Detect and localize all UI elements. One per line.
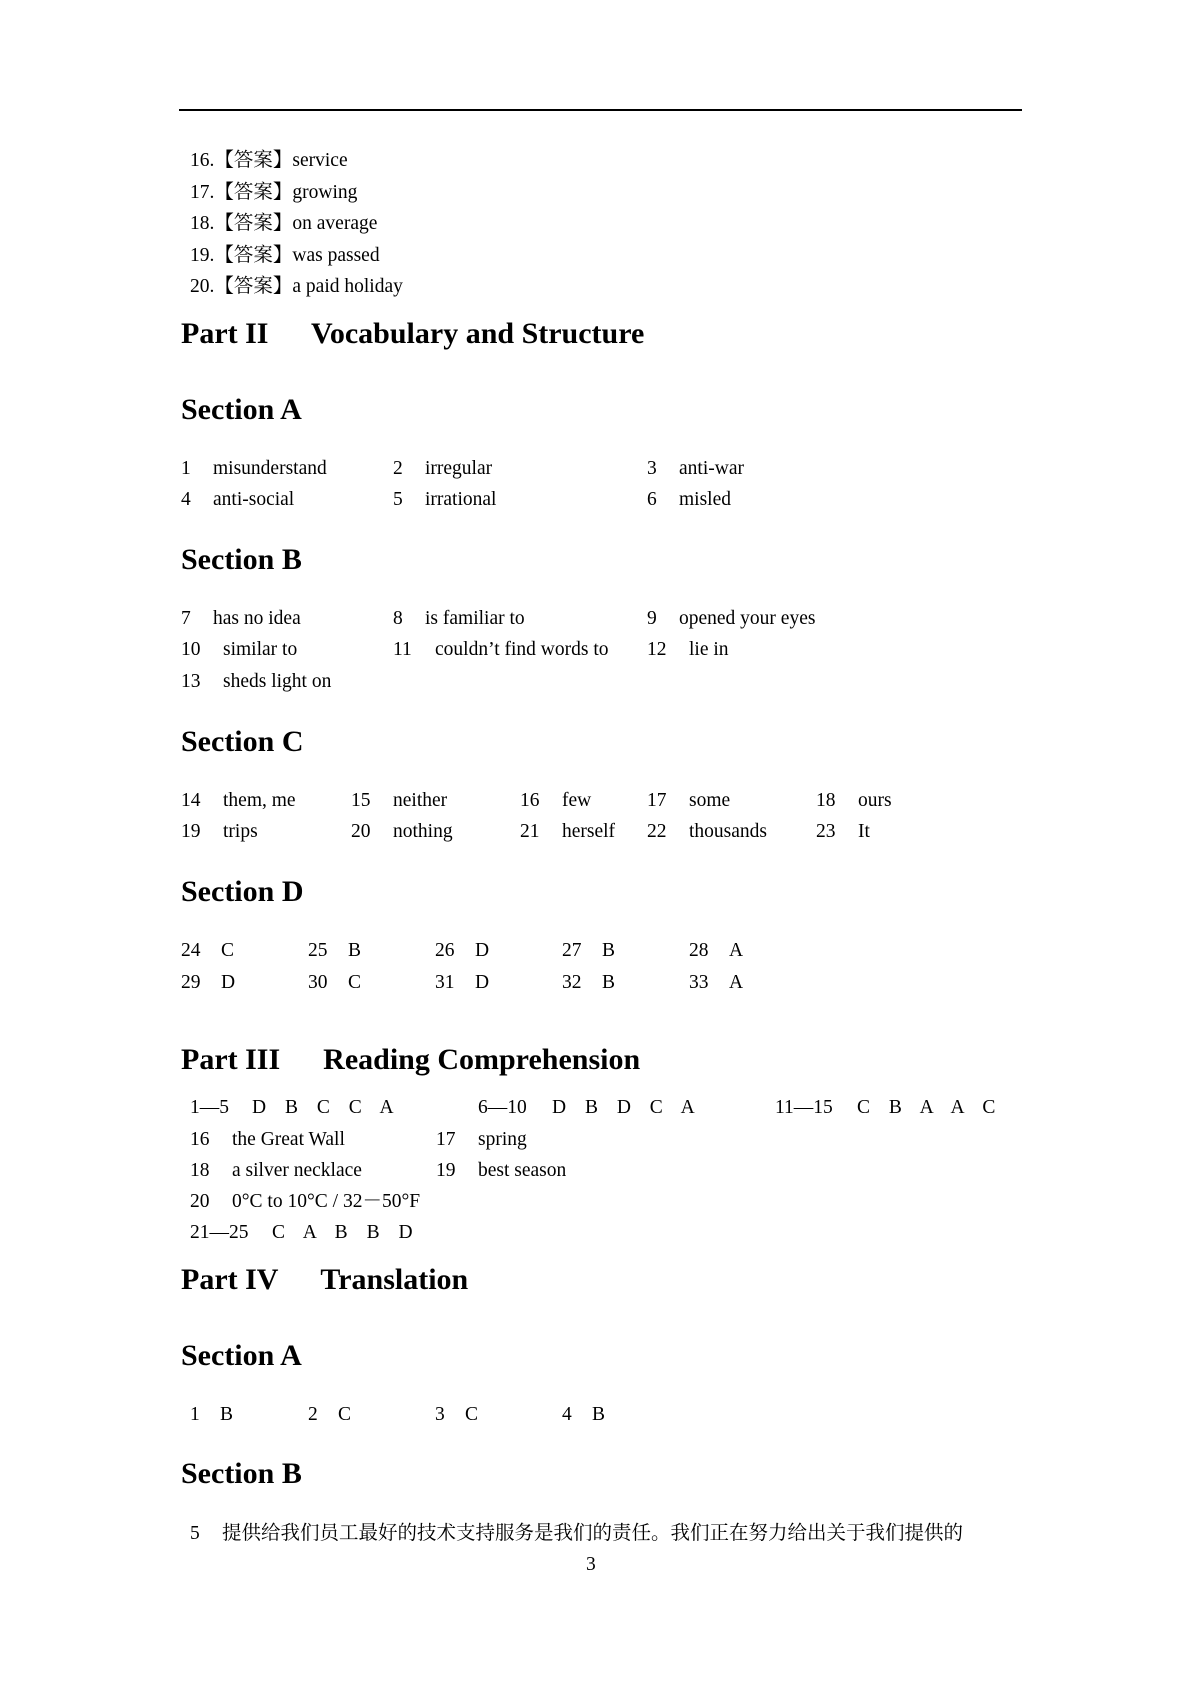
group-range: 1—5 <box>190 1097 229 1118</box>
item-number: 20 <box>351 821 371 842</box>
answer-line <box>190 211 377 237</box>
part-3-subtitle: Reading Comprehension <box>323 1043 641 1076</box>
choice-item <box>435 970 489 996</box>
item-number: 7 <box>181 608 191 629</box>
reading-item <box>190 1127 345 1153</box>
choice-item <box>190 1402 233 1428</box>
item-number: 17 <box>647 790 667 811</box>
item-number: 8 <box>393 608 403 629</box>
vocab-item <box>181 637 297 663</box>
item-number: 15 <box>351 790 371 811</box>
vocab-item <box>181 819 258 845</box>
item-answer: B <box>220 1404 234 1425</box>
item-answer: similar to <box>223 639 298 660</box>
item-answer: C <box>465 1404 479 1425</box>
vocab-item <box>181 456 327 482</box>
item-answer: B <box>592 1404 606 1425</box>
answer-group <box>775 1095 995 1121</box>
answer-group <box>190 1220 413 1246</box>
answer-line <box>190 180 357 206</box>
choice-item <box>689 938 743 964</box>
vocab-item <box>393 456 492 482</box>
translation-item <box>190 1521 963 1547</box>
reading-item <box>190 1189 420 1215</box>
item-number: 16 <box>520 790 540 811</box>
item-number: 30 <box>308 972 328 993</box>
item-number: 28 <box>689 940 709 961</box>
answer-text: on average <box>292 213 378 234</box>
vocab-item <box>181 606 301 632</box>
item-answer: thousands <box>689 821 767 842</box>
vocab-item <box>393 637 609 663</box>
item-number: 25 <box>308 940 328 961</box>
item-number: 6 <box>647 489 657 510</box>
translation-text: 提供给我们员工最好的技术支持服务是我们的责任。我们正在努力给出关于我们提供的 <box>222 1523 964 1544</box>
page-number: 3 <box>586 1554 596 1575</box>
item-answer: C <box>338 1404 352 1425</box>
item-answer: few <box>562 790 592 811</box>
part-2-section-a-heading: Section A <box>181 393 302 426</box>
item-number: 4 <box>181 489 191 510</box>
item-number: 22 <box>647 821 667 842</box>
item-number: 18 <box>816 790 836 811</box>
item-answer: a silver necklace <box>232 1160 362 1181</box>
item-number: 5 <box>393 489 403 510</box>
item-number: 2 <box>393 458 403 479</box>
vocab-item <box>816 819 870 845</box>
part-3-heading <box>181 1042 640 1078</box>
item-number: 31 <box>435 972 455 993</box>
part-4-subtitle: Translation <box>320 1263 469 1296</box>
item-answer: B <box>602 972 616 993</box>
item-answer: best season <box>478 1160 567 1181</box>
item-number: 9 <box>647 608 657 629</box>
choice-item <box>562 938 615 964</box>
answer-number: 17. <box>190 182 215 203</box>
item-answer: ours <box>858 790 892 811</box>
item-answer: the Great Wall <box>232 1129 345 1150</box>
item-answer: 0°C to 10°C / 32－50°F <box>232 1191 421 1212</box>
choice-item <box>562 1402 605 1428</box>
part-2-heading <box>181 316 644 352</box>
item-number: 33 <box>689 972 709 993</box>
item-answer: has no idea <box>213 608 301 629</box>
reading-item <box>436 1158 566 1184</box>
item-answer: herself <box>562 821 616 842</box>
answer-line <box>190 274 403 300</box>
vocab-item <box>647 606 815 632</box>
answer-tag: 【答案】 <box>214 213 293 234</box>
vocab-item <box>181 487 294 513</box>
answer-line <box>190 243 380 269</box>
vocab-item <box>816 788 892 814</box>
item-answer: C <box>348 972 362 993</box>
item-answer: D <box>221 972 236 993</box>
item-number: 19 <box>181 821 201 842</box>
part-3-title: Part III <box>181 1043 281 1076</box>
vocab-item <box>647 637 729 663</box>
vocab-item <box>393 487 496 513</box>
item-number: 29 <box>181 972 201 993</box>
choice-item <box>435 938 489 964</box>
item-number: 32 <box>562 972 582 993</box>
item-answer: irregular <box>425 458 493 479</box>
group-answers: D B C C A <box>252 1097 394 1118</box>
part-4-section-a-heading: Section A <box>181 1339 302 1372</box>
vocab-item <box>393 606 525 632</box>
part-2-section-c-heading: Section C <box>181 725 304 758</box>
item-answer: anti-war <box>679 458 744 479</box>
item-answer: them, me <box>223 790 296 811</box>
answer-tag: 【答案】 <box>214 245 293 266</box>
item-answer: opened your eyes <box>679 608 816 629</box>
choice-item <box>562 970 615 996</box>
item-number: 13 <box>181 671 201 692</box>
group-range: 21—25 <box>190 1222 249 1243</box>
item-answer: It <box>858 821 870 842</box>
item-answer: misunderstand <box>213 458 327 479</box>
item-answer: neither <box>393 790 448 811</box>
item-number: 5 <box>190 1523 200 1544</box>
vocab-item <box>520 788 591 814</box>
item-answer: D <box>475 940 490 961</box>
item-number: 2 <box>308 1404 318 1425</box>
reading-item <box>190 1158 362 1184</box>
item-number: 24 <box>181 940 201 961</box>
item-answer: is familiar to <box>425 608 525 629</box>
answer-tag: 【答案】 <box>214 182 293 203</box>
vocab-item <box>351 819 453 845</box>
answer-text: a paid holiday <box>292 276 403 297</box>
answer-tag: 【答案】 <box>214 150 293 171</box>
vocab-item <box>647 788 730 814</box>
answer-text: service <box>292 150 348 171</box>
vocab-item <box>351 788 447 814</box>
choice-item <box>308 938 361 964</box>
item-answer: C <box>221 940 235 961</box>
item-number: 11 <box>393 639 412 660</box>
group-range: 11—15 <box>775 1097 833 1118</box>
part-2-title: Part II <box>181 317 269 350</box>
answer-line <box>190 148 348 174</box>
item-number: 16 <box>190 1129 210 1150</box>
part-2-subtitle: Vocabulary and Structure <box>310 317 645 350</box>
choice-item <box>308 1402 351 1428</box>
choice-item <box>181 938 234 964</box>
item-number: 18 <box>190 1160 210 1181</box>
header-rule <box>179 109 1022 111</box>
group-answers: C B A A C <box>857 1097 996 1118</box>
part-2-section-b-heading: Section B <box>181 543 302 576</box>
item-answer: B <box>348 940 362 961</box>
item-number: 23 <box>816 821 836 842</box>
item-answer: A <box>729 940 744 961</box>
item-answer: spring <box>478 1129 527 1150</box>
choice-item <box>435 1402 478 1428</box>
item-number: 21 <box>520 821 540 842</box>
vocab-item <box>647 487 731 513</box>
item-answer: B <box>602 940 616 961</box>
vocab-item <box>520 819 615 845</box>
item-number: 10 <box>181 639 201 660</box>
answer-group <box>478 1095 695 1121</box>
item-answer: misled <box>679 489 731 510</box>
choice-item <box>181 970 235 996</box>
item-answer: A <box>729 972 744 993</box>
group-answers: D B D C A <box>552 1097 695 1118</box>
item-answer: nothing <box>393 821 453 842</box>
item-answer: sheds light on <box>223 671 332 692</box>
item-number: 20 <box>190 1191 210 1212</box>
answer-number: 16. <box>190 150 215 171</box>
vocab-item <box>181 669 331 695</box>
item-answer: D <box>475 972 490 993</box>
item-number: 1 <box>190 1404 200 1425</box>
part-4-title: Part IV <box>181 1263 278 1296</box>
item-number: 26 <box>435 940 455 961</box>
answer-number: 20. <box>190 276 215 297</box>
reading-item <box>436 1127 527 1153</box>
group-answers: C A B B D <box>272 1222 413 1243</box>
item-number: 12 <box>647 639 667 660</box>
item-number: 14 <box>181 790 201 811</box>
answer-number: 19. <box>190 245 215 266</box>
vocab-item <box>647 819 767 845</box>
choice-item <box>308 970 361 996</box>
answer-text: growing <box>292 182 358 203</box>
choice-item <box>689 970 743 996</box>
item-answer: trips <box>223 821 258 842</box>
part-2-section-d-heading: Section D <box>181 875 304 908</box>
answer-text: was passed <box>292 245 380 266</box>
item-answer: couldn’t find words to <box>435 639 609 660</box>
group-range: 6—10 <box>478 1097 527 1118</box>
item-number: 3 <box>647 458 657 479</box>
part-4-heading <box>181 1262 468 1298</box>
vocab-item <box>181 788 296 814</box>
item-answer: some <box>689 790 731 811</box>
item-number: 3 <box>435 1404 445 1425</box>
answer-number: 18. <box>190 213 215 234</box>
item-number: 19 <box>436 1160 456 1181</box>
part-4-section-b-heading: Section B <box>181 1457 302 1490</box>
vocab-item <box>647 456 744 482</box>
item-answer: lie in <box>689 639 729 660</box>
item-number: 1 <box>181 458 191 479</box>
item-answer: anti-social <box>213 489 295 510</box>
answer-tag: 【答案】 <box>214 276 293 297</box>
item-number: 17 <box>436 1129 456 1150</box>
item-number: 4 <box>562 1404 572 1425</box>
item-number: 27 <box>562 940 582 961</box>
answer-group <box>190 1095 394 1121</box>
item-answer: irrational <box>425 489 497 510</box>
